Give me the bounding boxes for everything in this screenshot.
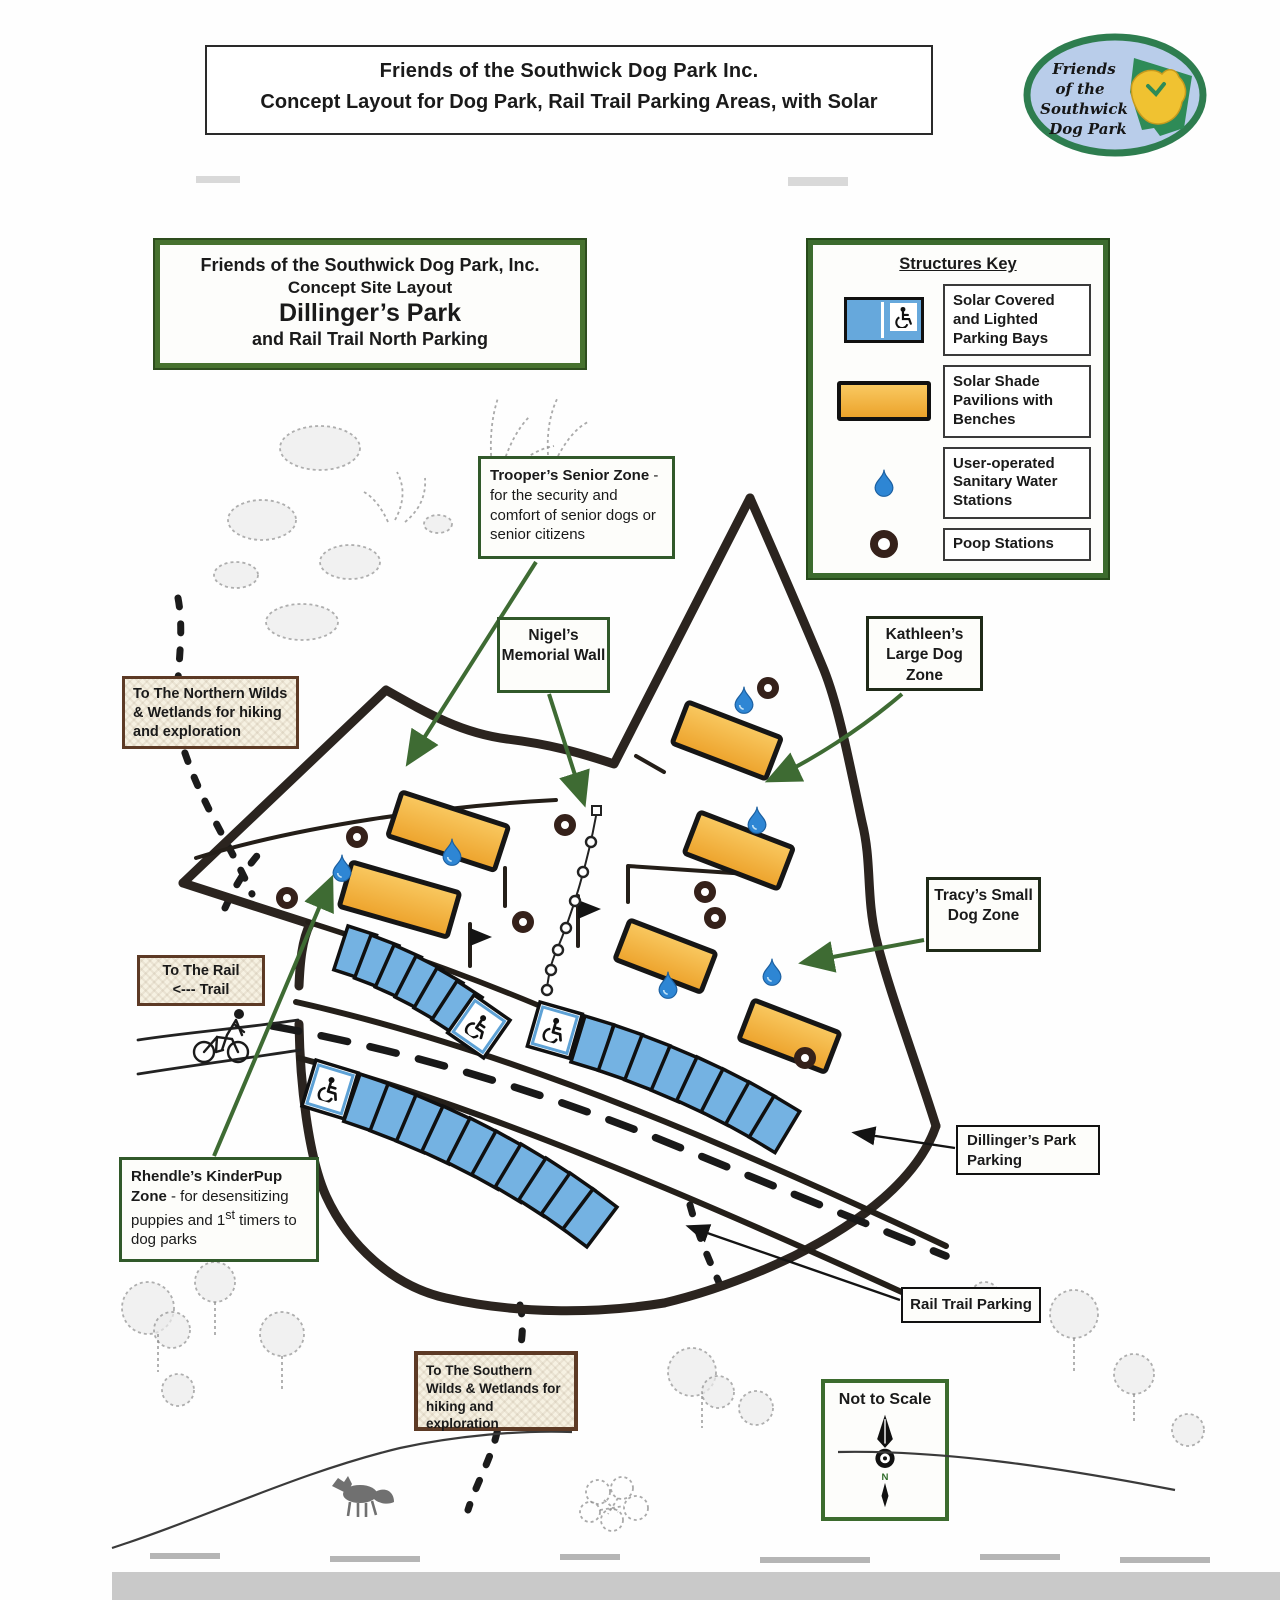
map-header-box [205,45,933,135]
water-droplet-icon [874,469,894,497]
logo-text-line: Southwick [1040,100,1128,118]
club-logo [1022,32,1208,158]
solar-pavilion-icon [837,381,931,421]
key-row-parking [825,284,1091,356]
fox-sketch [332,1476,394,1517]
rhendles-title: Rhendle’s KinderPup Zone [131,1168,283,1205]
header-title: Friends of the Southwick Dog Park Inc. [379,60,759,82]
sign-southern-wilds [414,1351,578,1431]
label-rhendles-kinderpup-zone [119,1157,319,1262]
rhendles-desc-pre: - for desensitizing puppies and 1 [131,1187,289,1229]
structures-key [808,240,1108,578]
label-nigels-memorial-wall [497,617,610,693]
rail-sign-line1: To The Rail [162,963,240,979]
label-tracys-small-dog-zone [926,877,1041,952]
compass-north-letter: N [881,1472,889,1484]
key-row-poop [825,528,1091,561]
rail-sign-line2: <--- Trail [172,982,230,999]
key-label-pavilion: Solar Shade Pavilions with Benches [943,365,1091,437]
poop-station-icon [870,530,898,558]
logo-text-line: of the [1055,80,1105,98]
troopers-desc: - for the security and comfort of senior dogs or senior citizens [490,467,659,544]
site-title-line4: and Rail Trail North Parking [251,329,489,349]
site-title-line1: Friends of the Southwick Dog Park, Inc. [200,255,540,275]
rhendles-desc-post: timers to dog parks [131,1211,297,1249]
kathleens-text: Kathleen’s Large Dog Zone [885,626,964,684]
key-label-parking: Solar Covered and Lighted Parking Bays [943,284,1091,356]
cyclist-figure [194,1009,248,1062]
site-title-box [155,240,585,368]
nigels-text: Nigel’s Memorial Wall [501,627,606,665]
header-subtitle: Concept Layout for Dog Park, Rail Trail Parking Areas, with Solar [260,91,878,113]
label-kathleens-large-dog-zone [866,616,983,691]
site-title-line3: Dillinger’s Park [278,299,462,327]
logo-text-line: Friends [1052,60,1116,78]
not-to-scale-text: Not to Scale [838,1391,932,1408]
tracys-text: Tracy’s Small Dog Zone [934,887,1033,925]
rhendles-sup: st [225,1207,235,1222]
sign-to-the-rail-trail [137,955,265,1006]
memorial-wall-chain [542,806,601,995]
troopers-title: Trooper’s Senior Zone [490,467,650,484]
sign-northern-wilds [122,676,299,749]
southern-text: To The Southern Wilds & Wetlands for hiking and exploration [426,1363,561,1432]
label-troopers-senior-zone [478,456,675,559]
dillingers-parking-text: Dillinger’s Park Parking [967,1132,1077,1169]
label-rail-trail-parking [901,1287,1041,1323]
rail-trail-parking-text: Rail Trail Parking [910,1296,1032,1313]
tree-sketches [122,1262,1204,1446]
key-label-water: User-operated Sanitary Water Stations [943,447,1091,519]
key-label-poop: Poop Stations [943,528,1091,561]
site-title-line2: Concept Site Layout [287,278,453,297]
northern-text: To The Northern Wilds & Wetlands for hiking and exploration [133,686,288,741]
logo-text-line: Dog Park [1049,120,1127,138]
flower-sketch [580,1477,648,1531]
key-row-pavilion [825,365,1091,437]
label-dillingers-park-parking [956,1125,1100,1175]
structures-key-title: Structures Key [899,255,1017,273]
accessible-parking-bay-icon [844,297,924,343]
key-row-water [825,447,1091,519]
